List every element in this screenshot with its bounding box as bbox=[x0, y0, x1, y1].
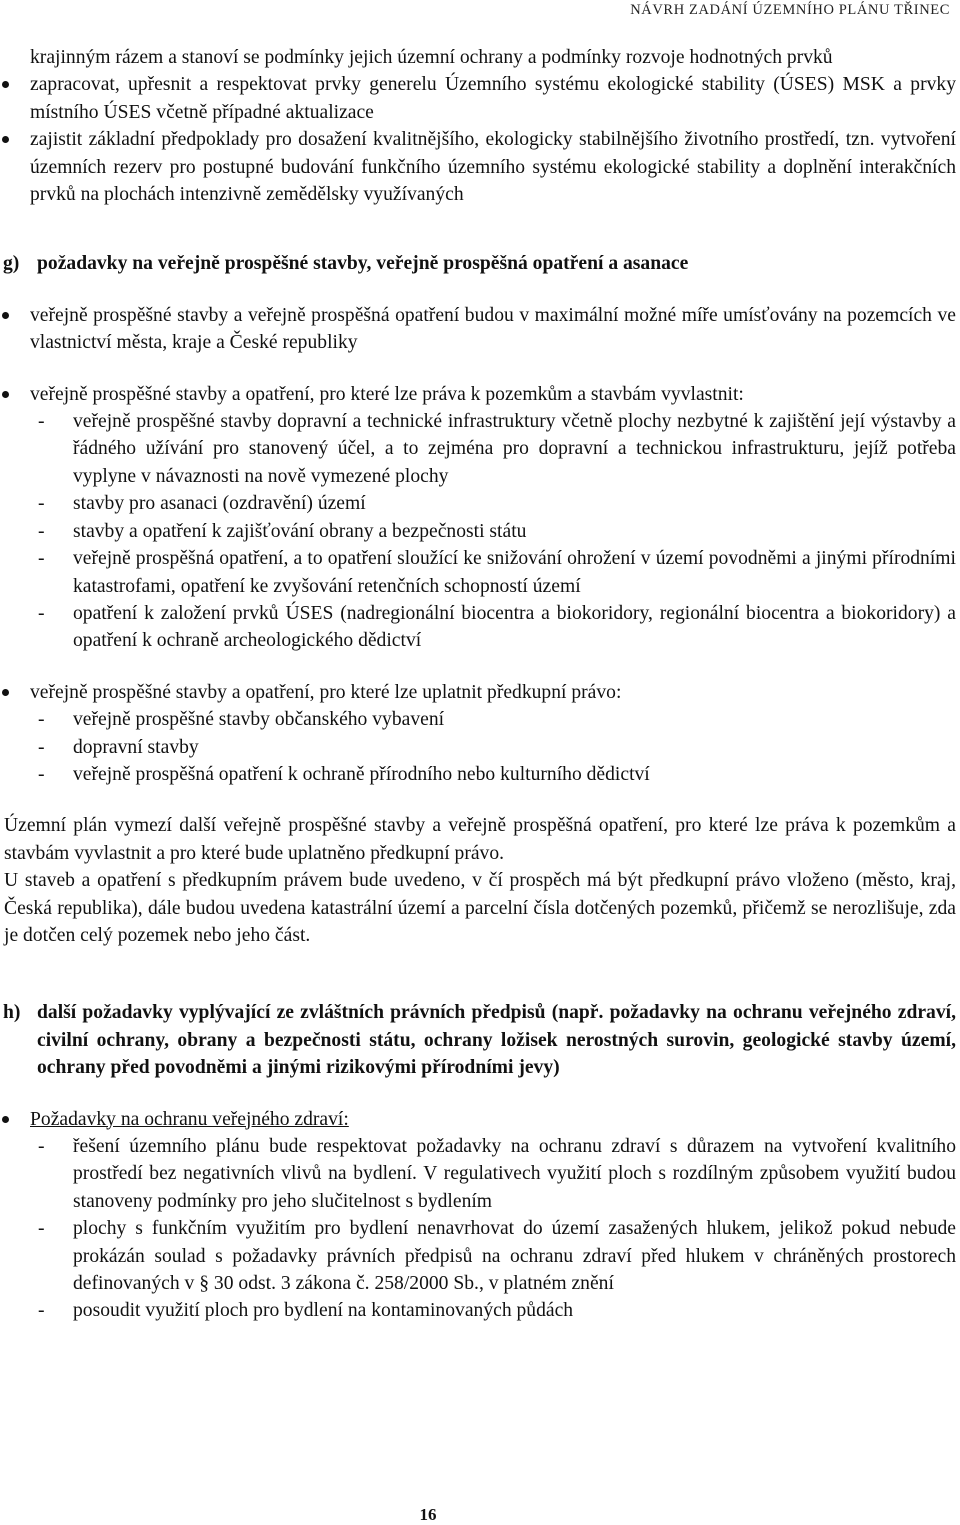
dash-item: - stavby pro asanaci (ozdravění) území bbox=[0, 490, 960, 517]
document-header: NÁVRH ZADÁNÍ ÚZEMNÍHO PLÁNU TŘINEC bbox=[630, 2, 950, 18]
paragraph: Územní plán vymezí další veřejně prospěšné stavby a veřejně prospěšná opatření, pro které lze práva k pozemkům a stavbám vyvlastnit a pro které bude uplatněno předkupní právo. bbox=[4, 815, 956, 864]
continued-paragraph: krajinným rázem a stanoví se podmínky jejich územní ochrany a podmínky rozvoje hodnotných prvků bbox=[30, 47, 833, 68]
section-g-label: g) bbox=[3, 253, 20, 275]
section-h-title: další požadavky vyplývající ze zvláštních právních předpisů (např. požadavky na ochranu veřejného zdraví, civilní ochrany, obrany a bezpečnosti státu, ochrany ložisek nerostných surovin, geologické stavby území, ochrany před povodněmi a jinými rizikovými přírodními jevy) bbox=[37, 1002, 956, 1079]
bullet-item: veřejně prospěšné stavby a opatření, pro které lze práva k pozemkům a stavbám vyvlastnit: bbox=[0, 381, 960, 408]
dash-item: - opatření k založení prvků ÚSES (nadregionální biocentra a biokoridory, regionální biocentra a biokoridory) a opatření k ochraně archeologického dědictví bbox=[0, 600, 960, 655]
section-h-heading bbox=[0, 999, 960, 1081]
dash-item: - veřejně prospěšná opatření k ochraně přírodního nebo kulturního dědictví bbox=[0, 761, 960, 788]
dash-item: - řešení územního plánu bude respektovat požadavky na ochranu zdraví s důrazem na vytvoření kvalitního prostředí bez negativních vlivů na bydlení. V regulativech využití ploch s rozdílným způsobem využití budou stanoveny podmínky pro jeho slučitelnost s bydlením bbox=[0, 1133, 960, 1215]
section-g-title: požadavky na veřejně prospěšné stavby, veřejně prospěšná opatření a asanace bbox=[37, 253, 689, 275]
underlined-subheading: Požadavky na ochranu veřejného zdraví: bbox=[30, 1108, 349, 1130]
section-h-label: h) bbox=[3, 1002, 21, 1024]
bullet-item: zajistit základní předpoklady pro dosažení kvalitnějšího, ekologicky stabilnějšího životního prostředí, tzn. vytvoření územních rezerv pro postupné budování funkčního územního systému ekologické stability a doplnění interakčních prvků na plochách intenzivně zemědělsky využívaných bbox=[0, 126, 960, 208]
bullet-item: veřejně prospěšné stavby a opatření, pro které lze uplatnit předkupní právo: bbox=[0, 679, 960, 706]
page-number: 16 bbox=[419, 1505, 437, 1524]
dash-item: - veřejně prospěšné stavby občanského vybavení bbox=[0, 706, 960, 733]
paragraph: U staveb a opatření s předkupním právem bude uvedeno, v čí prospěch má být předkupní právo vloženo (město, kraj, Česká republika), dále budou uvedena katastrální území a parcelní čísla dotčených pozemků, přičemž se nerozlišuje, zda je dotčen celý pozemek nebo jeho část. bbox=[4, 870, 956, 946]
document-body bbox=[0, 44, 960, 1325]
dash-item: - posoudit využití ploch pro bydlení na kontaminovaných půdách bbox=[0, 1297, 960, 1324]
bullet-item: veřejně prospěšné stavby a veřejně prospěšná opatření budou v maximální možné míře umísťovány na pozemcích ve vlastnictví města, kraje a České republiky bbox=[0, 302, 960, 357]
dash-item: - veřejně prospěšná opatření, a to opatření sloužící ke snižování ohrožení v území povodněmi a jinými přírodními katastrofami, opatření ke zvyšování retenčních schopností území bbox=[0, 545, 960, 600]
dash-item: - stavby a opatření k zajišťování obrany a bezpečnosti státu bbox=[0, 518, 960, 545]
bullet-item: zapracovat, upřesnit a respektovat prvky generelu Územního systému ekologické stability (ÚSES) MSK a prvky místního ÚSES včetně případné aktualizace bbox=[0, 71, 960, 126]
bullet-item bbox=[0, 1106, 960, 1133]
dash-item: - veřejně prospěšné stavby dopravní a technické infrastruktury včetně plochy nezbytné k zajištění její výstavby a řádného užívání pro stanovený účel, a to zejména pro dopravní a technickou infrastrukturu, jejíž potřeba vyplyne v návaznosti na nově vymezené plochy bbox=[0, 408, 960, 490]
section-g-heading bbox=[0, 250, 960, 277]
dash-item: - plochy s funkčním využitím pro bydlení nenavrhovat do území zasažených hlukem, jelikož pokud nebude prokázán soulad s požadavky právních předpisů na ochranu zdraví před hlukem v chráněných prostorech definovaných v § 30 odst. 3 zákona č. 258/2000 Sb., v platném znění bbox=[0, 1215, 960, 1297]
dash-item: - dopravní stavby bbox=[0, 734, 960, 761]
